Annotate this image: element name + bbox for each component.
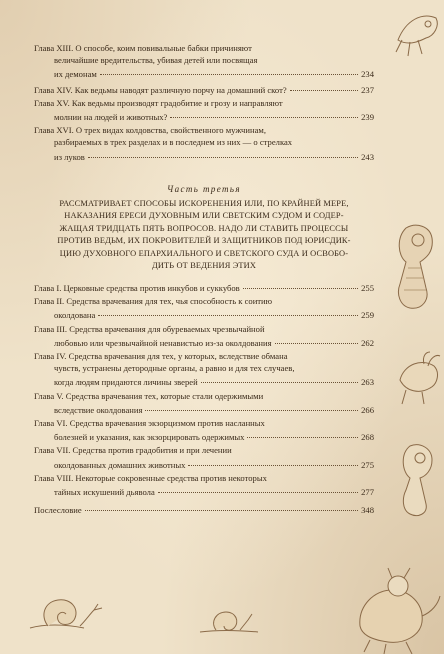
entry-line: Глава XIV. Как ведьмы наводят различную порчу на домашний скот?: [34, 84, 287, 95]
leader-dots: [170, 107, 358, 118]
leader-dots: [201, 372, 358, 383]
toc-entry-chapter-13[interactable]: [34, 42, 374, 81]
toc-entry-chapter-14[interactable]: [34, 82, 374, 96]
leader-dots: [247, 427, 358, 438]
entry-line: Глава V. Средства врачевания тех, которые стали одержимыми: [34, 390, 264, 401]
entry-line: из луков: [54, 151, 85, 162]
entry-line: Глава VI. Средства врачевания экзорцизмом против насланных: [34, 418, 265, 429]
description-line: ЖАЩАЯ ТРИДЦАТЬ ПЯТЬ ВОПРОСОВ. НАДО ЛИ СТАВИТЬ ПРОЦЕССЫ: [59, 223, 349, 233]
toc-entry-chapter-6[interactable]: [34, 417, 374, 443]
leader-dots: [100, 64, 358, 75]
leader-dots: [275, 333, 359, 344]
page-number: 266: [361, 404, 374, 415]
entry-line: их демонам: [54, 69, 97, 80]
right-margin-goat-drawing-icon: [392, 350, 444, 406]
page-number: 255: [361, 283, 374, 293]
description-line: НАКАЗАНИЯ ЕРЕСИ ДУХОВНЫМ ИЛИ СВЕТСКИМ СУДОМ И СОДЕР-: [64, 211, 344, 221]
right-margin-figure-drawing-icon: [392, 440, 444, 520]
leader-dots: [145, 400, 358, 411]
toc-entry-chapter-16[interactable]: [34, 124, 374, 163]
entry-line: величайшие вредительства, убивая детей или посвящая: [54, 55, 258, 66]
entry-line: болезней и указания, как экзорцировать одержимых: [54, 432, 245, 443]
leader-dots: [243, 278, 358, 289]
page-number: 275: [361, 459, 374, 470]
page-number: 263: [361, 377, 374, 388]
leader-dots: [188, 455, 358, 466]
toc-entry-chapter-2[interactable]: [34, 295, 374, 321]
bottom-left-snail-drawing-icon: [24, 580, 114, 640]
page-number: 243: [361, 151, 374, 162]
entry-line: Глава XV. Как ведьмы производят градобитие и грозу и направляют: [34, 97, 283, 108]
entry-line: Глава XIII. О способе, коим повивальные бабки причиняют: [34, 43, 252, 53]
entry-line: чувств, устранены детородные органы, а равно и для тех случаев,: [54, 363, 295, 374]
part-three-title: Часть третья: [167, 184, 241, 194]
page-number: 259: [361, 310, 374, 321]
bottom-right-creature-drawing-icon: [340, 556, 444, 654]
entry-line: Послесловие: [34, 505, 82, 515]
page-number: 262: [361, 337, 374, 348]
toc-entry-chapter-3[interactable]: [34, 323, 374, 349]
toc-entry-chapter-7[interactable]: [34, 444, 374, 470]
entry-line: тайных искушений дьявола: [54, 487, 155, 498]
entry-line: любовью или чрезвычайной ненавистью из-за околдования: [54, 337, 272, 348]
entry-line: когда людям придаются личины зверей: [54, 377, 198, 388]
page-number: 239: [361, 112, 374, 123]
entry-line: Глава III. Средства врачевания для обуреваемых чрезвычайной: [34, 323, 265, 334]
toc-entry-chapter-5[interactable]: [34, 390, 374, 416]
entry-line: Глава IV. Средства врачевания для тех, у которых, вследствие обмана: [34, 351, 288, 362]
entry-line: молнии на людей и животных?: [54, 112, 168, 123]
leader-dots: [158, 482, 358, 493]
page-number: 237: [361, 84, 374, 95]
toc-entry-chapter-1[interactable]: [34, 280, 374, 294]
entry-line: околдована: [54, 310, 96, 321]
leader-dots: [85, 500, 358, 511]
entry-line: околдованных домашних животных: [54, 459, 186, 470]
description-line: ЦИЮ ДУХОВНОГО ЕПАРХИАЛЬНОГО И СВЕТСКОГО СУДА И ОСВОБО-: [59, 248, 349, 258]
entry-line: Глава XVI. О трех видах колдовства, свойственного мужчинам,: [34, 125, 266, 136]
leader-dots: [88, 147, 358, 158]
page-number: 277: [361, 487, 374, 498]
part-two-toc: [34, 42, 374, 163]
page-number: 234: [361, 69, 374, 80]
bottom-center-snail-drawing-icon: [196, 600, 266, 640]
entry-line: вследствие околдования: [54, 404, 143, 415]
entry-line: Глава I. Церковные средства против инкубов и суккубов: [34, 283, 240, 293]
page-number: 268: [361, 432, 374, 443]
entry-line: Глава VII. Средства против градобития и при лечении: [34, 445, 232, 456]
toc-entry-chapter-15[interactable]: [34, 97, 374, 123]
toc-entry-afterword[interactable]: [34, 502, 374, 516]
entry-line: Глава II. Средства врачевания для тех, чья способность к соитию: [34, 296, 273, 307]
leader-dots: [290, 80, 358, 91]
leader-dots: [98, 305, 358, 316]
description-line: ПРОТИВ ВЕДЬМ, ИХ ПОКРОВИТЕЛЕЙ И ЗАЩИТНИКОВ ПОД ЮРИСДИК-: [57, 236, 351, 246]
description-line: ДИТЬ ОТ ВЕДЕНИЯ ЭТИХ: [151, 261, 257, 271]
top-right-creature-drawing-icon: [388, 0, 444, 60]
page-number: 348: [361, 505, 374, 515]
entry-line: Глава VIII. Некоторые сокровенные средства против некоторых: [34, 472, 267, 483]
toc-entry-chapter-4[interactable]: [34, 350, 374, 389]
afterword-toc: [34, 502, 374, 516]
part-three-toc: [34, 280, 374, 498]
entry-line: разбираемых в трех разделах и в последнем из них — о стрелках: [54, 137, 293, 148]
toc-entry-chapter-8[interactable]: [34, 472, 374, 498]
part-three-description: [40, 198, 368, 272]
description-line: РАССМАТРИВАЕТ СПОСОБЫ ИСКОРЕНЕНИЯ ИЛИ, ПО КРАЙНЕЙ МЕРЕ,: [59, 199, 349, 208]
right-margin-monk-drawing-icon: [386, 218, 444, 314]
